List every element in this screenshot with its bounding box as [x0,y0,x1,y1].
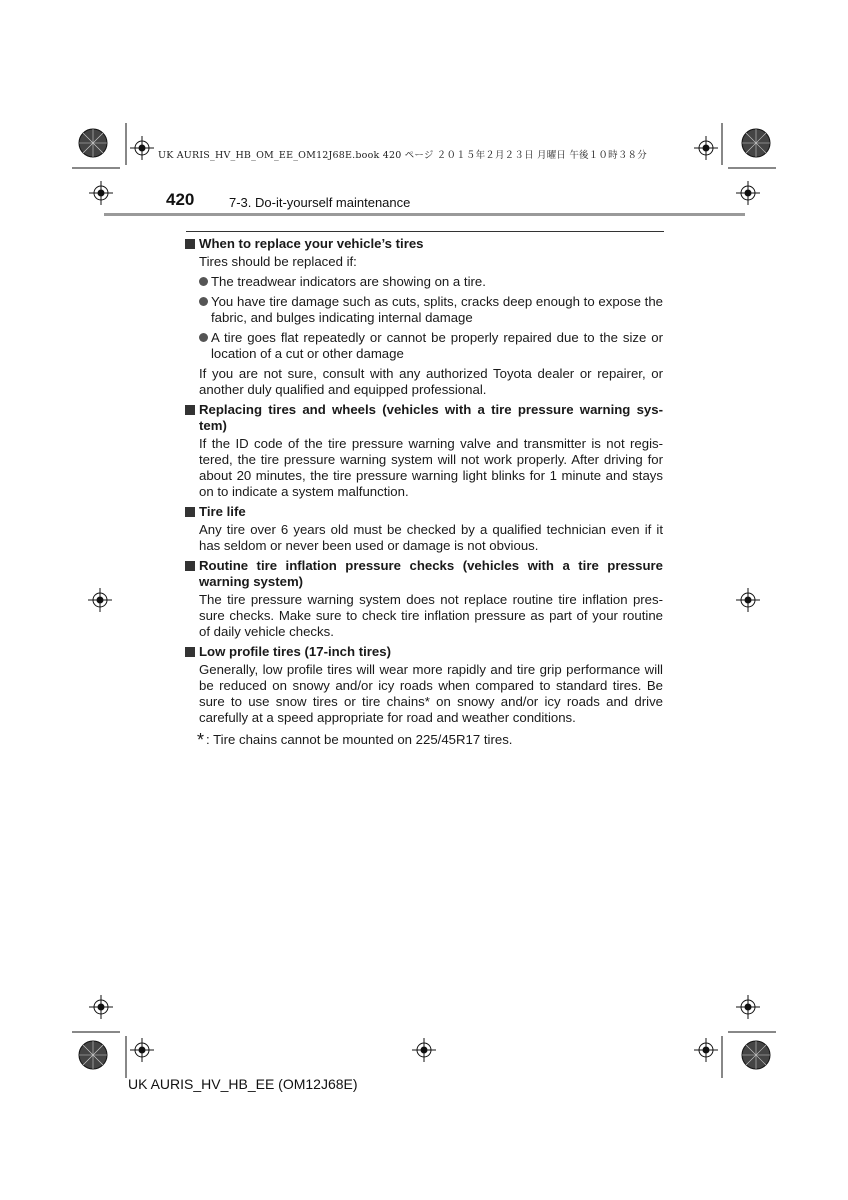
footnote [197,732,663,748]
section-intro: Any tire over 6 years old must be checked by a qualified technician even if it has seldom or never been used or damage is not obvious. [199,522,663,553]
section-when-to-replace [185,236,663,398]
section-low-profile-tires [185,644,663,726]
section-heading: Replacing tires and wheels (vehicles with a tire pressure warning sys-tem) [199,402,663,433]
list-item: A tire goes flat repeatedly or cannot be properly repaired due to the size or location of a cut or other damage [199,330,663,362]
section-intro: If the ID code of the tire pressure warning valve and transmitter is not regis-tered, the tire pressure warning system will not work properly. After driving for about 20 minutes, the tire pressure warning light blinks for 1 minute and stays on to indicate a system malfunction. [199,436,663,499]
section-tire-life [185,504,663,554]
section-routine-checks [185,558,663,640]
list-item: The treadwear indicators are showing on a tire. [199,274,663,290]
square-bullet-icon [185,647,195,657]
bullet-dot-icon [199,297,208,306]
section-intro: Generally, low profile tires will wear more rapidly and tire grip performance will be reduced on snowy and/or icy roads when compared to standard tires. Be sure to use snow tires or tire chains* on snowy and/or icy roads and drive carefully at a speed appropriate for road and weather conditions. [199,662,663,725]
square-bullet-icon [185,561,195,571]
footnote-text: : Tire chains cannot be mounted on 225/45R17 tires. [206,732,513,747]
header-rule [104,213,745,216]
section-heading: Routine tire inflation pressure checks (vehicles with a tire pressure warning system) [199,558,663,589]
list-item: You have tire damage such as cuts, splits, cracks deep enough to expose the fabric, and bulges indicating internal damage [199,294,663,326]
section-title: 7-3. Do-it-yourself maintenance [229,195,411,210]
content-body [185,236,663,748]
square-bullet-icon [185,507,195,517]
print-header: UK AURIS_HV_HB_OM_EE_OM12J68E.book 420 ページ ２０１５年２月２３日 月曜日 午後１０時３８分 [158,150,647,161]
square-bullet-icon [185,239,195,249]
section-replacing-tires-wheels [185,402,663,500]
section-intro: The tire pressure warning system does not replace routine tire inflation pres-sure checks. Make sure to check tire inflation pressure as part of your routine of daily vehicle checks. [199,592,663,639]
square-bullet-icon [185,405,195,415]
page-number: 420 [166,190,195,209]
section-intro: Tires should be replaced if: [199,254,357,269]
section-heading: When to replace your vehicle’s tires [199,236,424,251]
bullet-dot-icon [199,277,208,286]
section-heading: Low profile tires (17-inch tires) [199,644,391,659]
footnote-marker: * [197,730,205,750]
bullet-dot-icon [199,333,208,342]
content-rule [186,231,664,232]
section-heading: Tire life [199,504,246,519]
section-outro: If you are not sure, consult with any authorized Toyota dealer or repairer, or another duly qualified and equipped professional. [199,366,663,397]
footer-code: UK AURIS_HV_HB_EE (OM12J68E) [128,1076,358,1092]
